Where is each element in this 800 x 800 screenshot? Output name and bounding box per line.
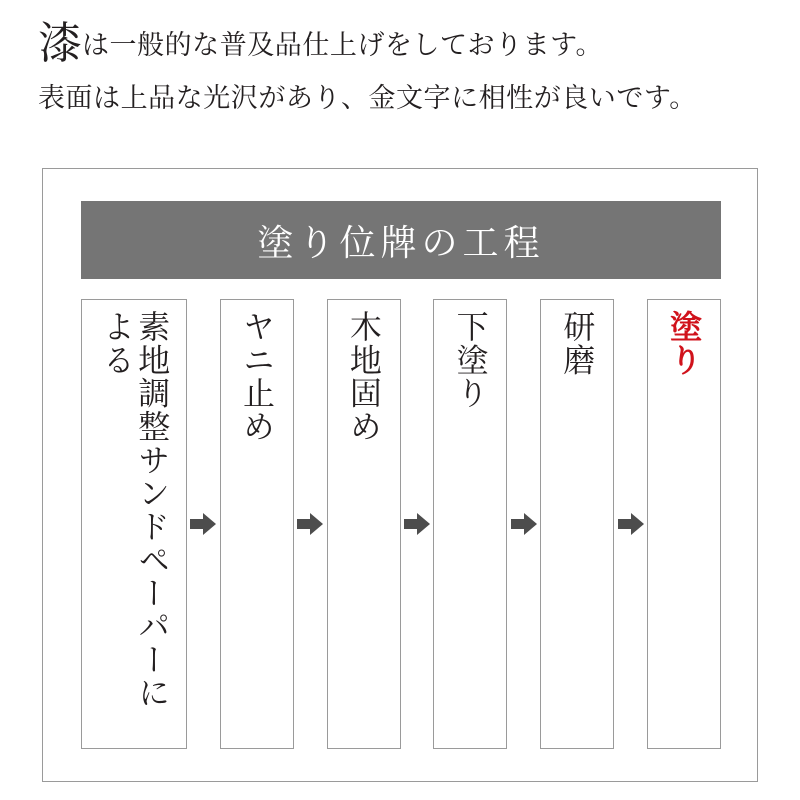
process-step-2-label: ヤニ止め [239, 310, 276, 444]
process-step-1 [81, 299, 187, 749]
intro-line-1-rest: は一般的な普及品仕上げをしております。 [82, 30, 604, 60]
intro-line-2: 表面は上品な光沢があり、金文字に相性が良いです。 [38, 83, 697, 113]
process-step-4 [433, 299, 507, 749]
process-step-3-label: 木地固め [345, 310, 382, 444]
intro-text-block [0, 0, 800, 116]
arrow-right-icon [403, 513, 431, 535]
process-step-4-label: 下塗り [452, 310, 489, 410]
process-step-3 [327, 299, 401, 749]
process-step-5 [540, 299, 614, 749]
arrow-right-icon [510, 513, 538, 535]
intro-line-1 [38, 19, 762, 68]
arrow-right-icon [617, 513, 645, 535]
process-flow [81, 299, 721, 749]
process-diagram [42, 168, 758, 782]
intro-lead-character: 漆 [38, 19, 82, 68]
process-step-1-label: 素地調整サンドペーパーによる [99, 310, 171, 710]
process-step-6 [647, 299, 721, 749]
arrow-right-icon [296, 513, 324, 535]
process-step-6-label: 塗り [666, 310, 703, 377]
arrow-right-icon [189, 513, 217, 535]
process-step-2 [220, 299, 294, 749]
process-step-5-label: 研磨 [559, 310, 596, 377]
diagram-title: 塗り位牌の工程 [81, 201, 721, 279]
